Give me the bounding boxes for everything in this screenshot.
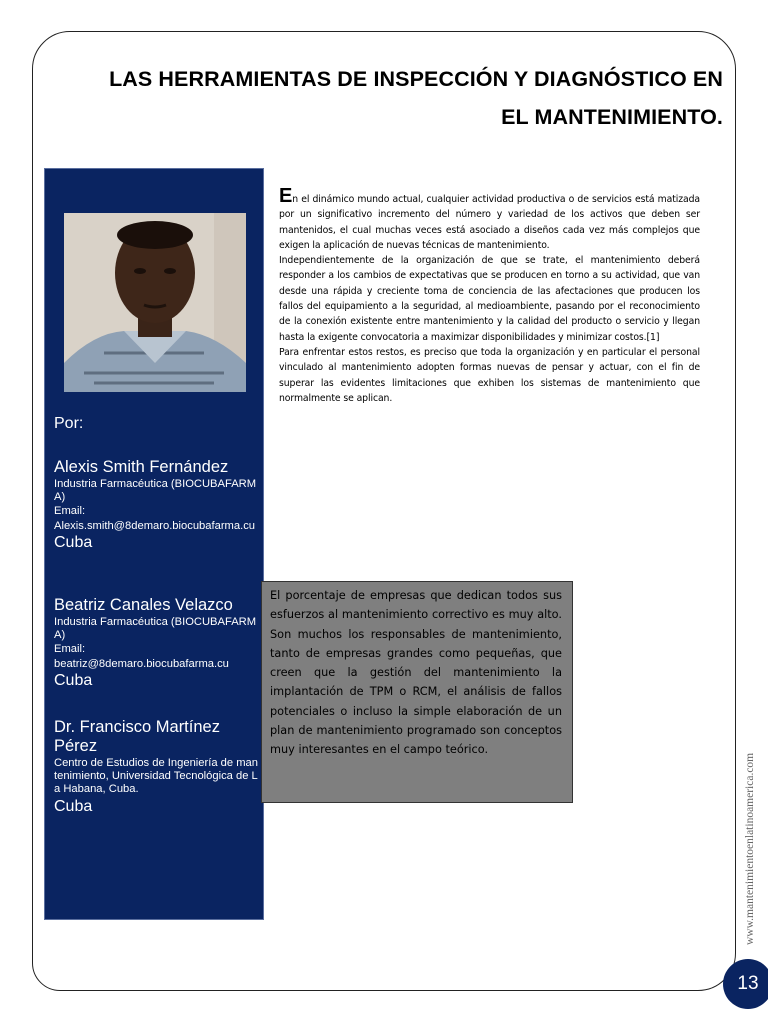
- author-1: [54, 458, 258, 552]
- by-label: Por:: [54, 415, 84, 432]
- author-email-label: Email:: [54, 505, 86, 518]
- author-email: beatriz@8demaro.biocubafarma.cu: [54, 657, 229, 670]
- author-name: Alexis Smith Fernández: [54, 458, 229, 476]
- author-3: [54, 718, 258, 816]
- article-body: [279, 185, 700, 406]
- author-2: [54, 596, 258, 690]
- paragraph-3: Para enfrentar estos restos, es preciso que toda la organización y en particular el personal vinculado al mantenimiento adopten formas nuevas de pensar y actuar, con el fin de superar las evidentes limitaciones que exhiben los sistemas de mantenimiento que normalmente se aplican.: [279, 346, 700, 404]
- author-sidebar: [44, 168, 264, 920]
- author-name: Beatriz Canales Velazco: [54, 596, 233, 614]
- author-country: Cuba: [54, 671, 93, 689]
- paragraph-1-text: n el dinámico mundo actual, cualquier actividad productiva o de servicios está matizada por un significativo incremento del número y variedad de los activos que deben ser mantenidos, el cual muchas veces está asociado a diseños cada vez más complejos que exigen la aplicación de nuevas técnicas de mantenimiento.: [279, 194, 700, 251]
- title-line-2: EL MANTENIMIENTO.: [501, 105, 723, 129]
- paragraph-1: [279, 185, 700, 253]
- author-country: Cuba: [54, 797, 93, 815]
- drop-cap: E: [279, 185, 293, 207]
- author-affiliation: Centro de Estudios de Ingeniería de mantenimiento, Universidad Tecnológica de La Habana, Cuba.: [54, 757, 258, 796]
- author-country: Cuba: [54, 533, 93, 551]
- author-affiliation: Industria Farmacéutica (BIOCUBAFARMA): [54, 478, 257, 504]
- author-affiliation: Industria Farmacéutica (BIOCUBAFARMA): [54, 616, 257, 642]
- author-email: Alexis.smith@8demaro.biocubafarma.cu: [54, 519, 256, 532]
- website-url[interactable]: www.mantenimientoenlatinoamerica.com: [744, 752, 756, 945]
- page-number-badge: 13: [723, 959, 768, 1009]
- author-name: Dr. Francisco Martínez Pérez: [54, 718, 220, 755]
- article-title: [43, 60, 723, 136]
- pull-quote-box: El porcentaje de empresas que dedican todos sus esfuerzos al mantenimiento correctivo es muy alto. Son muchos los responsables de mantenimiento, tanto de empresas grandes como pequeñas, que creen que la gestión del mantenimiento la implantación de TPM o RCM, el análisis de fallos potenciales o incluso la simple elaboración de un plan de mantenimiento programado son conceptos muy interesantes en el campo teórico.: [261, 581, 573, 803]
- author-email-label: Email:: [54, 643, 86, 656]
- title-line-1: LAS HERRAMIENTAS DE INSPECCIÓN Y DIAGNÓSTICO EN: [109, 67, 723, 91]
- author-photo: [64, 213, 246, 392]
- paragraph-2: Independientemente de la organización de que se trate, el mantenimiento deberá responder a los cambios de expectativas que se producen en torno a su actividad, que van desde una rápida y creciente toma de conciencia de las afectaciones que producen los fallos del equipamiento a la seguridad, al medioambiente, pasando por el reconocimiento de la conexión existente entre mantenimiento y la calidad del producto o servicio y llegan hasta la exigente convocatoria a maximizar disponibilidades y minimizar costos.[1]: [279, 255, 700, 343]
